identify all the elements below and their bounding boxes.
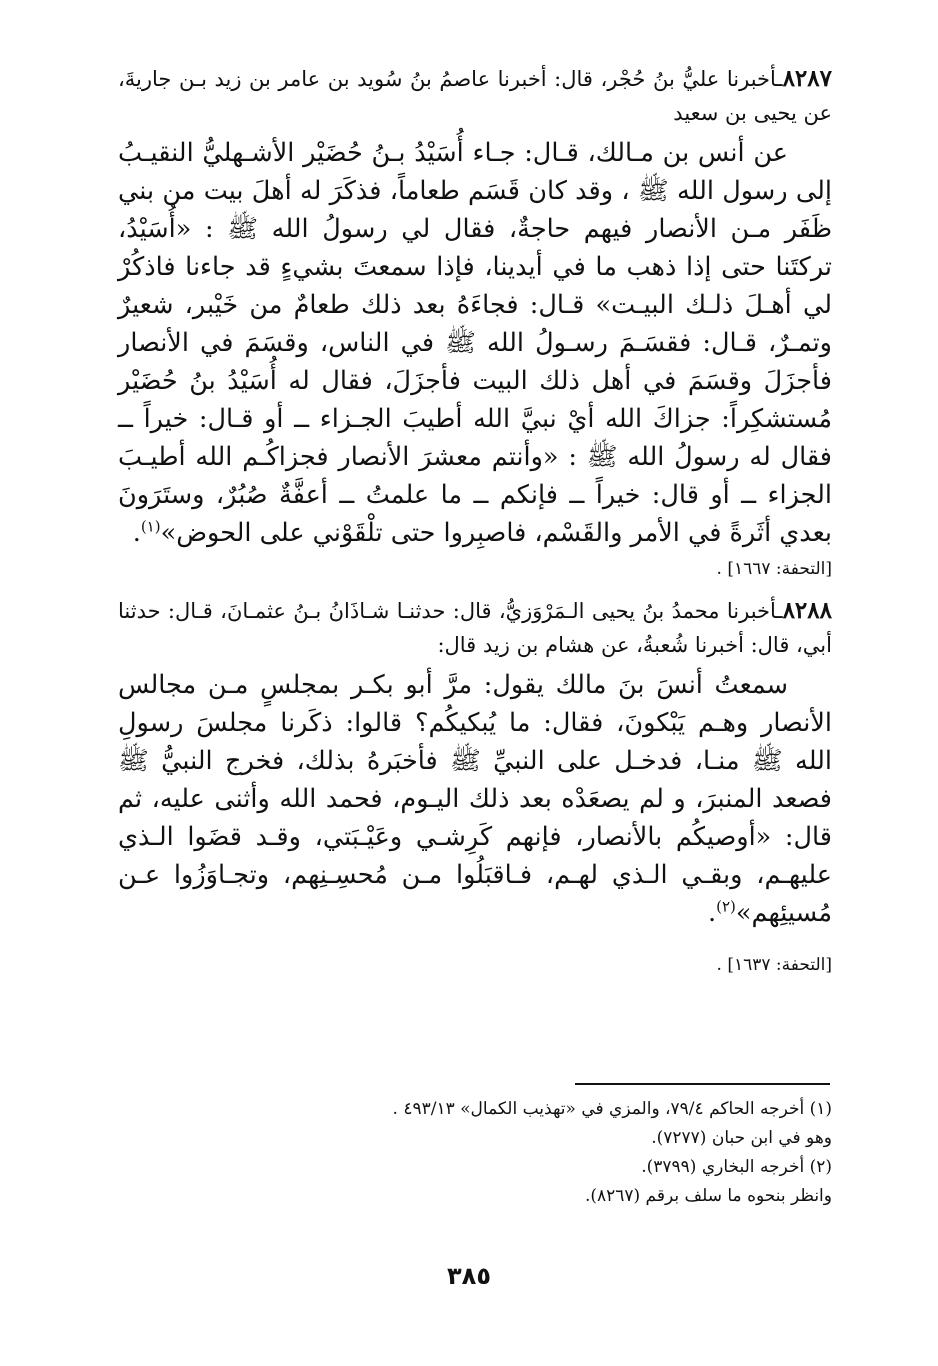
hadith-isnad [118,594,832,662]
footnotes [250,1095,832,1211]
footnote-2-continued: وانظر بنحوه ما سلف برقم (٨٢٦٧). [584,1186,832,1206]
matn-text: سمعتُ أنسَ بنَ مالك يقول: مرَّ أبو بكـر بمجلسٍ مـن مجالس الأنصار وهـم يَبْكونَ، فقال: ما يُبكيكُم؟ قالوا: ذكَرنا مجلسَ رسولِ الله ﷺ منـا، فدخـل على النبيِّ ﷺ فأخبَرهُ بذلك، فخرج النبيُّ ﷺ فصعد المنبرَ، و لم يصعَدْه بعد ذلك اليـوم، فحمد الله وأثنى عليه، ثم قال: «أوصيكُم بالأنصار، فإنهم كَرِشـي وعَيْـبَتي، وقـد قضَوا الـذي عليهـم، وبقـي الـذي لهـم، فـاقبَلُوا مـن مُحسِـنِهم، وتجـاوَزُوا عـن مُسيئِهم» [118,670,832,928]
page-number: ٣٨٥ [447,1262,491,1290]
hadith-8288 [118,594,832,980]
footnote-1: (١) أخرجه الحاكم ٧٩/٤، والمزي في «تهذيب الكمال» ٤٩٣/١٣ . [392,1099,832,1119]
isnad-text: أخبرنا عليُّ بنُ حُجْر، قال: أخبرنا عاصمُ بنُ سُويد بن عامر بن زيد بـن جاريةَ، عن يحيى بن سعيد [118,67,832,125]
tuhfa-reference: [التحفة: ١٦٣٧] . [716,955,832,975]
hadith-matn: عن أنس بن مـالك، قـال: جـاء أُسَيْدُ بـنُ حُضَيْر الأشـهليُّ النقيـبُ إلى رسول الله ﷺ ، وقد كان قَسَم طعاماً، فذكَرَ له أهلَ بيت من بني ظَفَر مـن الأنصار فيهم حاجةٌ، فقال لي رسولُ الله ﷺ : «أُسَيْدُ، تركتَنا حتى إذا ذهب ما في أيدينا، فإذا سمعتَ بشيءٍ قد جاءنا فاذكُرْ لي أهـلَ ذلـك البيـت» قـال: فجاءَهُ بعد ذلك طعامٌ من خَيْبر، شعيرٌ وتمـرٌ، قـال: فقسَـمَ رسـولُ الله ﷺ في الناس، وقسَمَ في الأنصار فأجزَلَ وقسَمَ في أهل ذلك البيت فأجزَلَ، فقال له أُسَيْدُ بنُ حُضَيْر مُستشكِراً: جزاكَ الله أيْ نبيَّ الله أطيبَ الجـزاء ــ أو قـال: خيراً ــ فقال له رسولُ الله ﷺ : «وأنتم معشرَ الأنصار فجزاكُـم الله أطيـبَ الجزاء ــ أو قال: خيراً ــ فإنكم ــ ما علمتُ ــ أعفَّةٌ صُبُرٌ، وستَرَونَ بعدي أثَرةً في الأمر والقَسْم، فاصبِروا حتى تلْقَوْني على الحوض»$^{(١)}$. [118,138,832,548]
page-body [118,62,832,980]
hadith-matn: سمعتُ أنسَ بنَ مالك يقول: مرَّ أبو بكـر بمجلسٍ مـن مجالس الأنصار وهـم يَبْكونَ، فقال: ما يُبكيكُم؟ قالوا: ذكَرنا مجلسَ رسولِ الله ﷺ منـا، فدخـل على النبيِّ ﷺ فأخبَرهُ بذلك، فخرج النبيُّ ﷺ فصعد المنبرَ، و لم يصعَدْه بعد ذلك اليـوم، فحمد الله وأثنى عليه، ثم قال: «أوصيكُم بالأنصار، فإنهم كَرِشـي وعَيْـبَتي، وقـد قضَوا الـذي عليهـم، وبقـي الـذي لهـم، فـاقبَلُوا مـن مُحسِـنِهم، وتجـاوَزُوا عـن مُسيئِهم»$^{(٢)}$. [118,670,832,928]
tuhfa-reference: [التحفة: ١٦٦٧] . [716,559,832,579]
isnad-text: أخبرنا محمدُ بنُ يحيى الـمَرْوَزيُّ، قال: حدثنـا شـاذَانُ بـنُ عثمـانَ، قـال: حدثنا أبي، قال: أخبرنا شُعبةُ، عن هشام بن زيد قال: [118,599,832,657]
hadith-number: ٨٢٨٧ [782,65,832,92]
footnote-1-continued: وهو في ابن حبان (٧٢٧٧). [651,1128,832,1148]
hadith-isnad [118,62,832,130]
hadith-number: ٨٢٨٨ [782,597,832,624]
footnote-ref[interactable]: (٢) [716,897,736,916]
hadith-8287 [118,62,832,584]
footnote-separator [575,1083,830,1085]
matn-text: عن أنس بن مـالك، قـال: جـاء أُسَيْدُ بـنُ حُضَيْر الأشـهليُّ النقيـبُ إلى رسول الله ﷺ ، وقد كان قَسَم طعاماً، فذكَرَ له أهلَ بيت من بني ظَفَر مـن الأنصار فيهم حاجةٌ، فقال لي رسولُ الله ﷺ : «أُسَيْدُ، تركتَنا حتى إذا ذهب ما في أيدينا، فإذا سمعتَ بشيءٍ قد جاءنا فاذكُرْ لي أهـلَ ذلـك البيـت» قـال: فجاءَهُ بعد ذلك طعامٌ من خَيْبر، شعيرٌ وتمـرٌ، قـال: فقسَـمَ رسـولُ الله ﷺ في الناس، وقسَمَ في الأنصار فأجزَلَ وقسَمَ في أهل ذلك البيت فأجزَلَ، فقال له أُسَيْدُ بنُ حُضَيْر مُستشكِراً: جزاكَ الله أيْ نبيَّ الله أطيبَ الجـزاء ــ أو قـال: خيراً ــ فقال له رسولُ الله ﷺ : «وأنتم معشرَ الأنصار فجزاكُـم الله أطيـبَ الجزاء ــ أو قال: خيراً ــ فإنكم ــ ما علمتُ ــ أعفَّةٌ صُبُرٌ، وستَرَونَ بعدي أثَرةً في الأمر والقَسْم، فاصبِروا حتى تلْقَوْني على الحوض» [118,138,832,548]
dash: ـ [776,67,783,91]
dash: ـ [776,599,783,623]
footnote-2: (٢) أخرجه البخاري (٣٧٩٩). [641,1157,832,1177]
footnote-ref[interactable]: (١) [140,517,161,536]
